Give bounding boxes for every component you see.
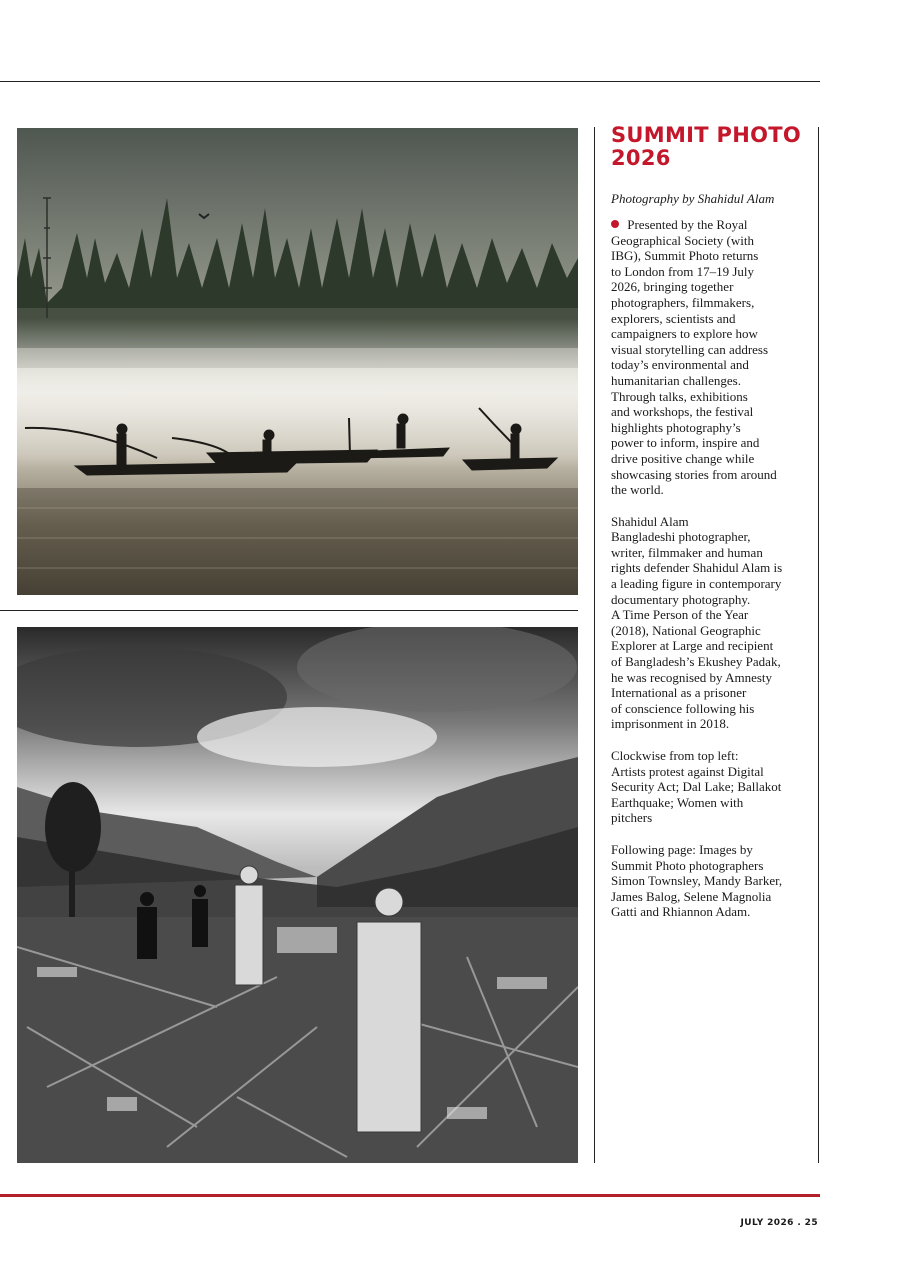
following-line: Simon Townsley, Mandy Barker, <box>611 873 783 889</box>
intro-line: IBG), Summit Photo returns <box>611 248 759 264</box>
caption-line: Earthquake; Women with <box>611 794 744 810</box>
intro-paragraph <box>611 217 809 498</box>
bio-name: Shahidul Alam <box>611 513 689 529</box>
following-line: Summit Photo photographers <box>611 857 764 873</box>
following-line: James Balog, Selene Magnolia <box>611 888 772 904</box>
intro-line: photographers, filmmakers, <box>611 294 755 310</box>
intro-line: to London from 17–19 July <box>611 263 754 279</box>
bio-line: Bangladeshi photographer, <box>611 529 751 545</box>
bio-line: rights defender Shahidul Alam is <box>611 560 783 576</box>
caption-line: pitchers <box>611 810 653 826</box>
following-line: Following page: Images by <box>611 841 753 857</box>
bio-line: writer, filmmaker and human <box>611 544 763 560</box>
bio-line: International as a prisoner <box>611 685 747 701</box>
bio-line: (2018), National Geographic <box>611 622 761 638</box>
intro-line: explorers, scientists and <box>611 310 736 326</box>
intro-line: the world. <box>611 482 664 498</box>
intro-line: power to inform, inspire and <box>611 435 760 451</box>
bio-paragraph <box>611 514 809 732</box>
column-divider-right <box>818 127 819 1163</box>
title-line: 2026 <box>611 146 671 170</box>
caption-line: Artists protest against Digital <box>611 763 764 779</box>
sidebar-article <box>611 124 809 920</box>
photo-dal-lake <box>17 128 578 595</box>
title-line: SUMMIT PHOTO <box>611 123 802 147</box>
bio-line: he was recognised by Amnesty <box>611 669 773 685</box>
bio-line: A Time Person of the Year <box>611 607 749 623</box>
top-rule <box>0 81 820 82</box>
bottom-rule <box>0 1194 820 1197</box>
following-line: Gatti and Rhiannon Adam. <box>611 904 751 920</box>
intro-line: Presented by the Royal <box>627 217 748 232</box>
intro-line: humanitarian challenges. <box>611 372 741 388</box>
intro-line: Geographical Society (with <box>611 232 754 248</box>
caption-line: Clockwise from top left: <box>611 748 739 763</box>
bio-line: of Bangladesh’s Ekushey Padak, <box>611 654 781 670</box>
following-page-paragraph <box>611 842 809 920</box>
captions-paragraph <box>611 748 809 826</box>
intro-line: highlights photography’s <box>611 419 741 435</box>
bio-line: imprisonment in 2018. <box>611 716 730 732</box>
byline: Photography by Shahidul Alam <box>611 191 775 206</box>
bio-line: documentary photography. <box>611 591 751 607</box>
page-folio: JULY 2026 . 25 <box>740 1218 818 1228</box>
intro-line: showcasing stories from around <box>611 466 777 482</box>
caption-line: Security Act; Dal Lake; Ballakot <box>611 779 782 795</box>
column-divider-left <box>594 127 595 1163</box>
bio-line: Explorer at Large and recipient <box>611 638 774 654</box>
intro-line: Through talks, exhibitions <box>611 388 748 404</box>
article-title <box>611 124 809 170</box>
intro-line: visual storytelling can address <box>611 341 769 357</box>
middle-rule <box>0 610 578 611</box>
intro-line: today’s environmental and <box>611 357 749 373</box>
photo-ballakot-earthquake <box>17 627 578 1163</box>
bio-line: a leading figure in contemporary <box>611 576 782 592</box>
bio-line: of conscience following his <box>611 700 755 716</box>
intro-line: 2026, bringing together <box>611 279 734 295</box>
intro-line: campaigners to explore how <box>611 326 758 342</box>
intro-line: drive positive change while <box>611 450 755 466</box>
intro-line: and workshops, the festival <box>611 404 754 420</box>
bullet-dot-icon <box>611 220 619 228</box>
